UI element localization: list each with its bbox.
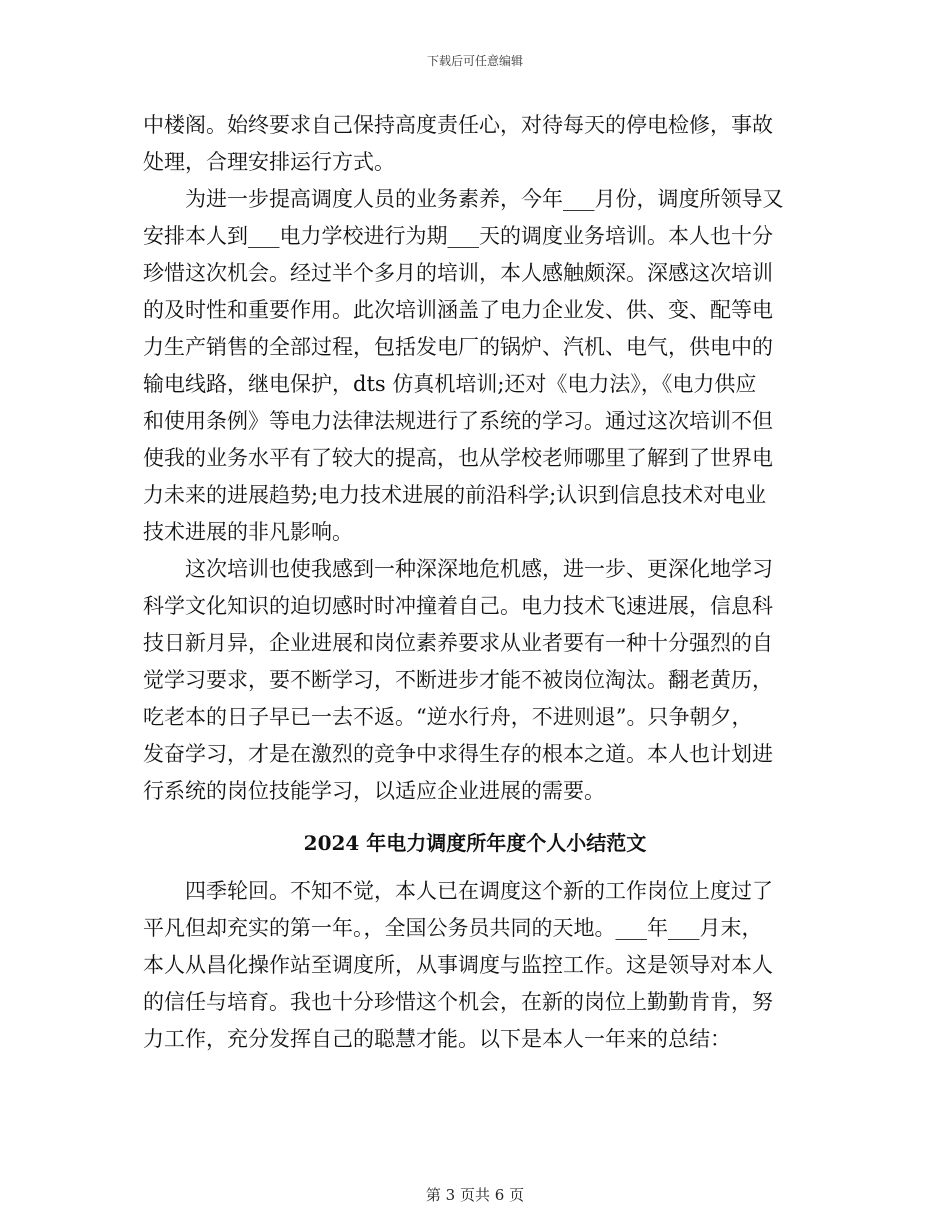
text-line: 的信任与培育。我也十分珍惜这个机会，在新的岗位上勤勤肯肯，努 [143,990,773,1014]
text-line: 本人从昌化操作站至调度所，从事调度与监控工作。这是领导对本人 [143,953,773,977]
text-line: 觉学习要求，要不断学习，不断进步才能不被岗位淘汰。翻老黄历， [143,668,773,692]
text-line: 吃老本的日子早已一去不返。“逆水行舟，不进则退”。只争朝夕， [143,705,753,729]
page-header: 下载后可任意编辑 [426,54,523,68]
text-line: 行系统的岗位技能学习，以适应企业进展的需要。 [143,779,605,803]
paragraph-start-line: 为进一步提高调度人员的业务素养，今年___月份，调度所领导又 [185,187,784,211]
text-line: 和使用条例》等电力法律法规进行了系统的学习。通过这次培训不但 [143,409,773,433]
text-line: 珍惜这次机会。经过半个多月的培训，本人感触颇深。深感这次培训 [143,261,773,285]
text-line: 处理，合理安排运行方式。 [143,150,395,174]
paragraph-start-line: 这次培训也使我感到一种深深地危机感，进一步、更深化地学习 [185,557,773,581]
text-line: 中楼阁。始终要求自己保持高度责任心，对待每天的停电检修，事故 [143,113,773,137]
text-line: 使我的业务水平有了较大的提高，也从学校老师哪里了解到了世界电 [143,446,773,470]
text-line: 力工作，充分发挥自己的聪慧才能。以下是本人一年来的总结： [143,1027,731,1051]
text-line: 输电线路，继电保护，dts 仿真机培训;还对《电力法》，《电力供应 [143,372,757,396]
text-line: 平凡但却充实的第一年。，全国公务员共同的天地。___年___月末， [143,916,763,940]
paragraph-start-line: 四季轮回。不知不觉，本人已在调度这个新的工作岗位上度过了 [185,879,773,903]
text-line: 力未来的进展趋势;电力技术进展的前沿科学;认识到信息技术对电业 [143,483,767,507]
text-line: 发奋学习，才是在激烈的竞争中求得生存的根本之道。本人也计划进 [143,742,773,766]
text-line: 安排本人到___电力学校进行为期___天的调度业务培训。本人也十分 [143,224,773,248]
page-footer: 第 3 页共 6 页 [425,1186,525,1204]
text-line: 力生产销售的全部过程，包括发电厂的锅炉、汽机、电气，供电中的 [143,335,773,359]
section-title: 2024 年电力调度所年度个人小结范文 [303,831,647,855]
text-line: 技日新月异，企业进展和岗位素养要求从业者要有一种十分强烈的自 [143,631,773,655]
text-line: 技术进展的非凡影响。 [143,520,353,544]
text-line: 的及时性和重要作用。此次培训涵盖了电力企业发、供、变、配等电 [143,298,773,322]
text-line: 科学文化知识的迫切感时时冲撞着自己。电力技术飞速进展，信息科 [143,594,773,618]
